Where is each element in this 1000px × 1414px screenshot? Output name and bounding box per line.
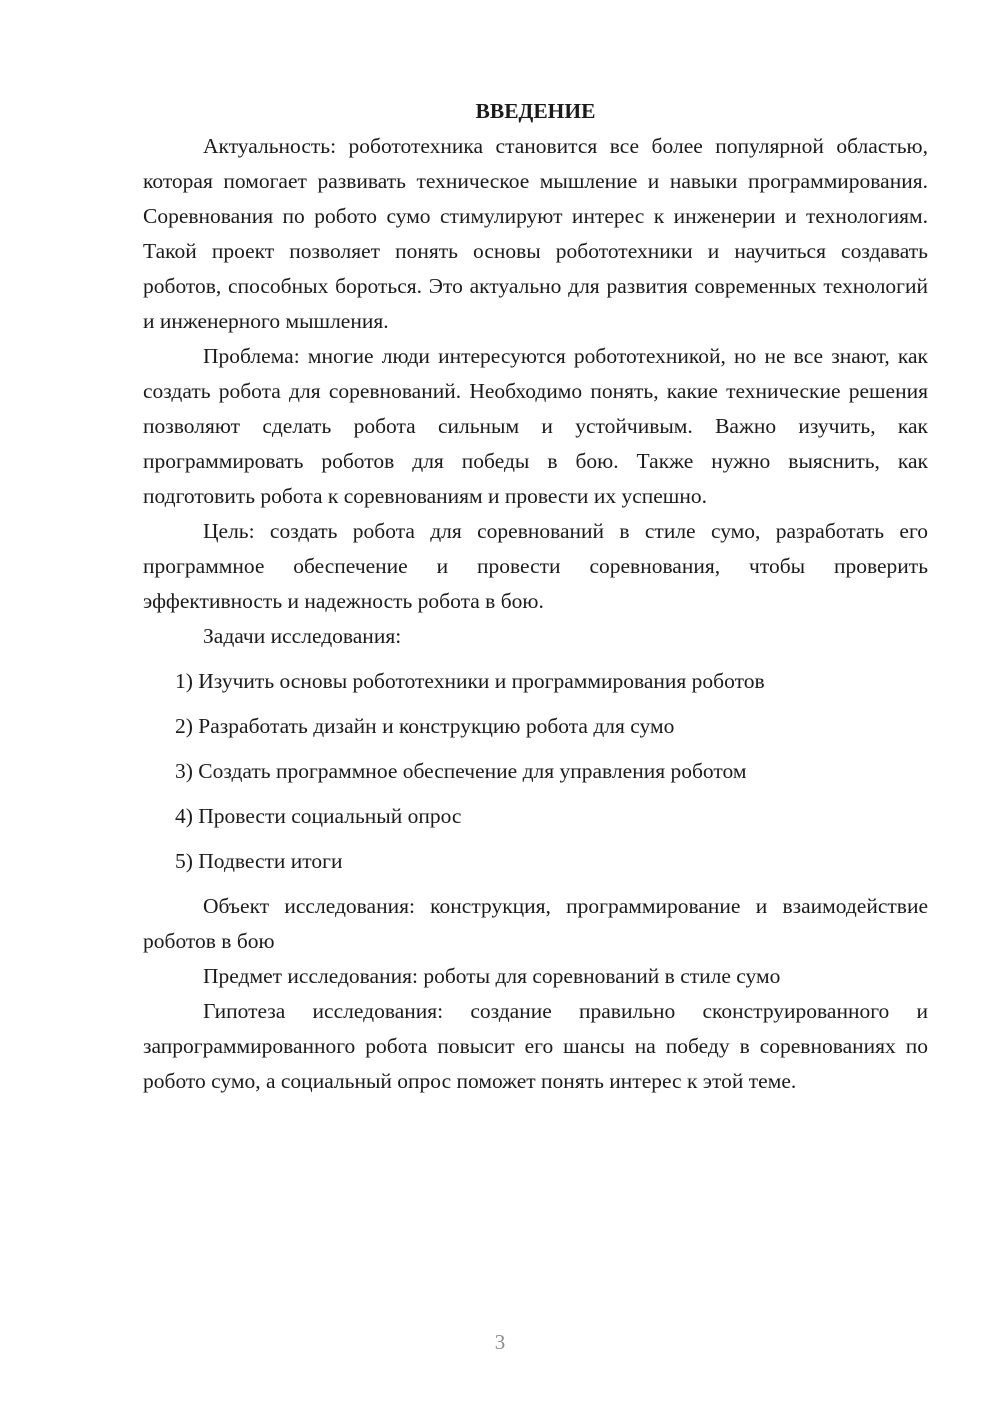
task-item: 1) Изучить основы робототехники и программирования роботов xyxy=(175,669,765,693)
page-number: 3 xyxy=(494,1330,506,1354)
relevance-paragraph: Актуальность: робототехника становится все более популярной областью, которая помогает развивать техническое мышление и навыки программирования. Соревнования по робото сумо стимулируют интерес к инженерии и технологиям. Такой проект позволяет понять основы робототехники и научиться создавать роботов, способных бороться. Это актуально для развития современных технологий и инженерного мышления. xyxy=(143,134,928,333)
task-item: 2) Разработать дизайн и конструкцию робота для сумо xyxy=(175,714,675,738)
tasks-title: Задачи исследования: xyxy=(203,624,402,648)
tasks-list xyxy=(143,664,928,879)
task-item: 4) Провести социальный опрос xyxy=(175,804,462,828)
subject-paragraph: Предмет исследования: роботы для соревнований в стиле сумо xyxy=(203,964,781,988)
section-title: ВВЕДЕНИЕ xyxy=(475,99,596,123)
document-page xyxy=(143,94,928,1099)
goal-paragraph: Цель: создать робота для соревнований в стиле сумо, разработать его программное обеспечение и провести соревнования, чтобы проверить эффективность и надежность робота в бою. xyxy=(143,519,928,613)
problem-paragraph: Проблема: многие люди интересуются робототехникой, но не все знают, как создать робота для соревнований. Необходимо понять, какие технические решения позволяют сделать робота сильным и устойчивым. Важно изучить, как программировать роботов для победы в бою. Также нужно выяснить, как подготовить робота к соревнованиям и провести их успешно. xyxy=(143,344,928,508)
object-paragraph: Объект исследования: конструкция, программирование и взаимодействие роботов в бою xyxy=(143,894,928,953)
task-item: 5) Подвести итоги xyxy=(175,849,343,873)
hypothesis-paragraph: Гипотеза исследования: создание правильно сконструированного и запрограммированного робота повысит его шансы на победу в соревнованиях по робото сумо, а социальный опрос поможет понять интерес к этой теме. xyxy=(143,999,928,1093)
task-item: 3) Создать программное обеспечение для управления роботом xyxy=(175,759,747,783)
